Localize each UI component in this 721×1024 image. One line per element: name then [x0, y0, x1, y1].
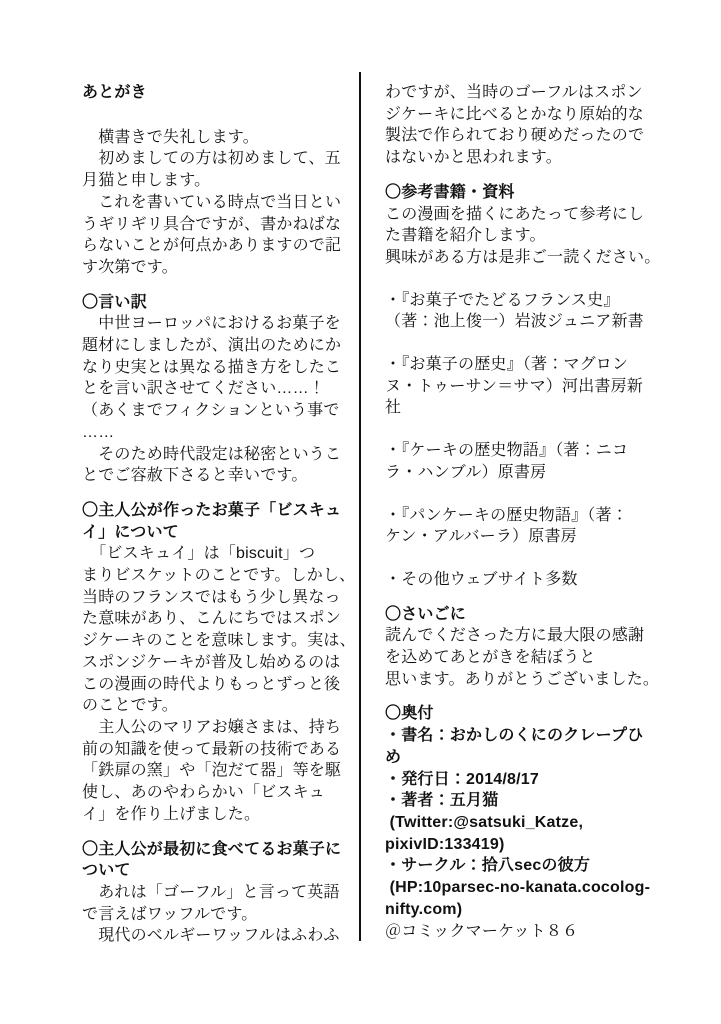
reference-item-2-line: 社 — [385, 399, 402, 417]
intro-paragraph-line: うギリギリ具合ですが、書かねばな — [82, 215, 342, 233]
excuse-paragraph-line: とを言い訳させてください……！ — [82, 380, 326, 398]
reference-item-4-line: ケン・アルバーラ）原書房 — [385, 528, 577, 546]
excuse-paragraph-line: そのため時代設定は秘密というこ — [82, 445, 342, 463]
finally-paragraph-line: を込めてあとがきを結ぼうと — [385, 649, 596, 667]
colophon-details-line: ・著者：五月猫 — [385, 792, 499, 810]
finally-paragraph-line: 読んでくださった方に最大限の感謝 — [385, 627, 645, 645]
reference-item-1-line: ・『お菓子でたどるフランス史』 — [385, 291, 620, 309]
biscuit-paragraph-line: のことです。 — [82, 697, 178, 715]
first-sweet-heading — [82, 839, 382, 882]
first-sweet-paragraph-line: あれは「ゴーフル」と言って英語 — [82, 883, 340, 901]
colophon-details — [385, 725, 705, 920]
excuse-heading-line: 〇言い訳 — [82, 293, 147, 311]
reference-item-3-line: ・『ケーキの歴史物語』（著：ニコ — [385, 442, 629, 460]
biscuit-paragraph-line: 前の知識を使って最新の技術である — [82, 740, 342, 758]
waffle-continuation-paragraph-line: わですが、当時のゴーフルはスポン — [385, 84, 643, 101]
references-intro-line: この漫画を描くにあたって参考にし — [385, 205, 645, 223]
intro-paragraph-line: これを書いている時点で当日とい — [82, 193, 342, 211]
colophon-heading — [385, 703, 705, 725]
reference-item-2-line: ・『お菓子の歴史』（著：マグロン — [385, 356, 629, 374]
references-intro-line: た書籍を紹介します。 — [385, 227, 546, 245]
finally-heading-line: 〇さいごに — [385, 605, 467, 623]
biscuit-paragraph-line: 使し、あのやわらかい「ビスキュ — [82, 784, 326, 802]
excuse-paragraph-line: （あくまでフィクションという事で — [82, 402, 340, 420]
reference-item-4 — [385, 505, 705, 548]
first-sweet-paragraph-line: で言えばワッフルです。 — [82, 905, 258, 923]
colophon-details-line: (Twitter:@satsuki_Katze, — [385, 813, 584, 831]
waffle-continuation-paragraph — [385, 82, 705, 169]
excuse-paragraph-line: なり史実とは異なる描き方をしたこ — [82, 358, 342, 376]
reference-item-other-line: ・その他ウェブサイト多数 — [385, 570, 578, 588]
biscuit-heading-line: 〇主人公が作ったお菓子「ビスキュ — [82, 501, 342, 519]
reference-item-3-line: ラ・ハンブル）原書房 — [385, 463, 547, 481]
colophon-details-line: (HP:10parsec-no-kanata.cocolog- — [385, 879, 651, 897]
biscuit-paragraph-line: 当時のフランスではもう少し異なっ — [82, 588, 341, 606]
reference-item-3 — [385, 440, 705, 483]
colophon-heading-line: 〇奥付 — [385, 705, 434, 723]
intro-paragraph-line: 月猫と申します。 — [82, 172, 211, 190]
colophon-details-line: ・書名：おかしのくにのクレープひ — [385, 727, 644, 745]
biscuit-paragraph-line: ジケーキのことを意味します。実は、 — [82, 632, 356, 650]
reference-item-2-line: ヌ・トゥーサン＝サマ）河出書房新 — [385, 377, 644, 395]
references-intro-line: 興味がある方は是非ご一読ください。 — [385, 248, 661, 266]
excuse-paragraph — [82, 313, 382, 487]
finally-paragraph — [385, 625, 705, 690]
biscuit-paragraph-line: 「鉄扉の窯」や「泡だて器」等を駆 — [82, 762, 342, 780]
reference-item-1 — [385, 290, 705, 333]
reference-item-other — [385, 569, 705, 591]
finally-paragraph-line: 思います。ありがとうございました。 — [385, 670, 660, 688]
intro-paragraph-line: らないことが何点かありますので記 — [82, 237, 342, 255]
excuse-heading — [82, 292, 382, 314]
references-heading — [385, 182, 705, 204]
biscuit-heading-line: イ」について — [82, 523, 179, 541]
excuse-paragraph-line: とでご容赦下さると幸いです。 — [82, 467, 308, 485]
first-sweet-heading-line: 〇主人公が最初に食べてるお菓子に — [82, 840, 342, 858]
comiket-line-line: ＠コミックマーケット８６ — [385, 922, 579, 940]
waffle-continuation-paragraph-line: はないかと思われます。 — [385, 149, 562, 167]
references-heading-line: 〇参考書籍・資料 — [385, 183, 515, 201]
colophon-details-line: め — [385, 748, 402, 766]
reference-item-4-line: ・『パンケーキの歴史物語』（著： — [385, 506, 628, 524]
colophon-details-line: ・発行日：2014/8/17 — [385, 770, 539, 788]
colophon-details-line: ・サークル：拾八secの彼方 — [385, 857, 591, 875]
colophon-details-line: pixivID:133419) — [385, 835, 505, 853]
intro-paragraph-line: 初めましての方は初めまして、五 — [82, 150, 341, 168]
waffle-continuation-paragraph-line: ジケーキに比べるとかなり原始的な — [385, 105, 644, 123]
first-sweet-heading-line: ついて — [82, 862, 131, 880]
biscuit-paragraph-line: この漫画の時代よりもっとずっと後 — [82, 675, 341, 693]
comiket-line — [385, 921, 705, 943]
reference-item-1-line: （著：池上俊一）岩波ジュニア新書 — [385, 313, 644, 331]
biscuit-heading — [82, 500, 382, 543]
excuse-paragraph-line: …… — [82, 423, 115, 441]
right-column — [385, 82, 705, 942]
references-intro — [385, 204, 705, 269]
finally-heading — [385, 604, 705, 626]
biscuit-paragraph-line: 主人公のマリアお嬢さまは、持ち — [82, 718, 342, 736]
biscuit-paragraph-line: 「ビスキュイ」は「biscuit」つ — [82, 545, 316, 563]
reference-item-2 — [385, 354, 705, 419]
first-sweet-paragraph-line: 現代のベルギーワッフルはふわふ — [82, 927, 340, 945]
biscuit-paragraph — [82, 543, 382, 825]
afterword-title-line: あとがき — [82, 84, 147, 101]
afterword-title — [82, 82, 382, 104]
colophon-details-line: nifty.com) — [385, 900, 463, 918]
intro-paragraph-line: す次第です。 — [82, 258, 178, 276]
excuse-paragraph-line: 中世ヨーロッパにおけるお菓子を — [82, 315, 341, 333]
first-sweet-paragraph — [82, 882, 382, 947]
intro-paragraph — [82, 127, 382, 279]
biscuit-paragraph-line: まりビスケットのことです。しかし、 — [82, 567, 356, 585]
biscuit-paragraph-line: イ」を作り上げました。 — [82, 805, 261, 823]
left-column — [82, 82, 382, 947]
intro-paragraph-line: 横書きで失礼します。 — [82, 128, 259, 146]
biscuit-paragraph-line: スポンジケーキが普及し始めるのは — [82, 653, 341, 671]
excuse-paragraph-line: 題材にしましたが、演出のためにか — [82, 337, 342, 355]
waffle-continuation-paragraph-line: 製法で作られており硬めだったので — [385, 127, 645, 145]
biscuit-paragraph-line: た意味があり、こんにちではスポン — [82, 610, 342, 628]
